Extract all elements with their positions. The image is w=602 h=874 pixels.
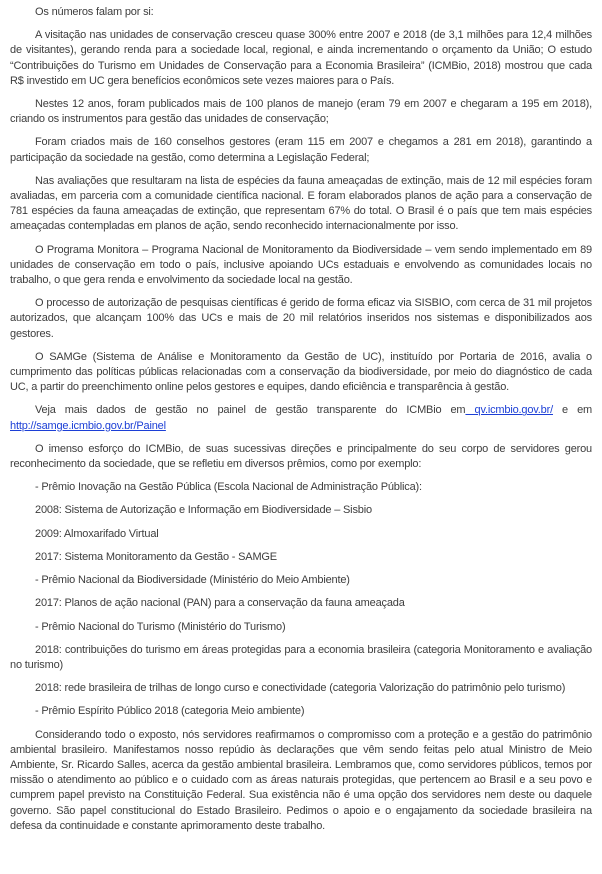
paragraph-text: Veja mais dados de gestão no painel de gestão transparente do ICMBio em bbox=[35, 404, 466, 417]
paragraph: 2008: Sistema de Autorização e Informação em Biodiversidade – Sisbio bbox=[35, 504, 372, 517]
paragraph: Os números falam por si: bbox=[35, 6, 154, 18]
paragraph: - Prêmio Inovação na Gestão Pública (Escola Nacional de Administração Pública): bbox=[35, 481, 422, 494]
paragraph: Nestes 12 anos, foram publicados mais de 100 planos de manejo (eram 79 em 2007 e chegaram a 195 em 2018), criando os instrumentos para gestão das unidades de conservação; bbox=[10, 98, 592, 126]
paragraph: A visitação nas unidades de conservação cresceu quase 300% entre 2007 e 2018 (de 3,1 milhões para 12,4 milhões de visitantes), gerando renda para a sociedade local, regional, e ainda incrementando o orçamento da União; O estudo “Contribuições do Turismo em Unidades de Conservação para a Economia Brasileira” (ICMBio, 2018) mostrou que cada R$ investido em UC gera benefícios econômicos sete vezes maiores para o País. bbox=[10, 29, 592, 87]
paragraph: Foram criados mais de 160 conselhos gestores (eram 115 em 2007 e chegamos a 281 em 2018), garantindo a participação da sociedade na gestão, como determina a Legislação Federal; bbox=[10, 136, 592, 164]
paragraph: Nas avaliações que resultaram na lista de espécies da fauna ameaçadas de extinção, mais de 12 mil espécies foram avaliadas, em parceria com a comunidade científica nacional. E foram elaborados planos de ação para a conservação de 781 espécies da fauna ameaçadas de extinção, que representam 67% do total. O Brasil é o país que tem mais espécies ameaçadas contempladas em planos de ação, sendo reconhecido internacionalmente por isso. bbox=[10, 174, 592, 233]
paragraph: O imenso esforço do ICMBio, de suas sucessivas direções e principalmente do seu corpo de servidores gerou reconhecimento da sociedade, que se refletiu em diversos prêmios, como por exemplo: bbox=[10, 442, 592, 471]
paragraph: 2009: Almoxarifado Virtual bbox=[35, 527, 159, 540]
paragraph: 2017: Sistema Monitoramento da Gestão - SAMGE bbox=[35, 550, 277, 563]
qv-icmbio-link[interactable]: qv.icmbio.gov.br/ bbox=[465, 404, 553, 417]
paragraph: O processo de autorização de pesquisas científicas é gerido de forma eficaz via SISBIO, com cerca de 31 mil projetos autorizados, que alcançam 100% das UCs e mais de 20 mil relatórios inseridos nos sistemas e disponibilizados aos gestores. bbox=[10, 297, 592, 340]
samge-painel-link[interactable]: http://samge.icmbio.gov.br/Painel bbox=[10, 419, 166, 432]
paragraph: - Prêmio Espírito Público 2018 (categoria Meio ambiente) bbox=[35, 705, 305, 718]
paragraph: Considerando todo o exposto, nós servidores reafirmamos o compromisso com a proteção e a gestão do patrimônio ambiental brasileiro. Manifestamos nosso repúdio às declarações que vêm sendo feitas pelo atual Ministro de Meio Ambiente, Sr. Ricardo Salles, acerca da gestão ambiental brasileira. Lembramos que, como servidores públicos, temos por missão o atendimento ao público e o cuidado com as áreas naturais protegidas, que pertencem ao Brasil e a seu povo e cumprem papel previsto na Constituição Federal. Sua existência não é uma opção dos servidores nem deste ou daquele governo. São papel constitucional do Estado Brasileiro. Pedimos o apoio e o engajamento da sociedade brasileira na defesa da continuidade e constante aprimoramento deste trabalho. bbox=[10, 728, 592, 832]
paragraph: - Prêmio Nacional do Turismo (Ministério do Turismo) bbox=[35, 620, 286, 633]
paragraph: O SAMGe (Sistema de Análise e Monitoramento da Gestão de UC), instituído por Portaria de 2016, avalia o cumprimento das políticas públicas relacionadas com a conservação da biodiversidade, por meio do diagnóstico de cada UC, a partir do preenchimento online pelos gestores e equipes, dando eficiência e transparência à gestão. bbox=[10, 350, 592, 394]
paragraph: O Programa Monitora – Programa Nacional de Monitoramento da Biodiversidade – vem sendo implementado em 89 unidades de conservação em todo o país, inclusive apoiando UCs estaduais e envolvendo as comunidades locais no trabalho, o que gera renda e envolvimento da sociedade local na gestão. bbox=[10, 243, 592, 287]
paragraph: 2018: contribuições do turismo em áreas protegidas para a economia brasileira (categoria Monitoramento e avaliação no turismo) bbox=[10, 643, 592, 671]
paragraph: - Prêmio Nacional da Biodiversidade (Ministério do Meio Ambiente) bbox=[35, 574, 350, 587]
paragraph-text: e em bbox=[552, 404, 592, 417]
paragraph bbox=[10, 403, 592, 433]
paragraph: 2018: rede brasileira de trilhas de longo curso e conectividade (categoria Valorização do patrimônio pelo turismo) bbox=[35, 682, 566, 695]
document-body bbox=[10, 5, 592, 834]
paragraph: 2017: Planos de ação nacional (PAN) para a conservação da fauna ameaçada bbox=[35, 597, 405, 610]
